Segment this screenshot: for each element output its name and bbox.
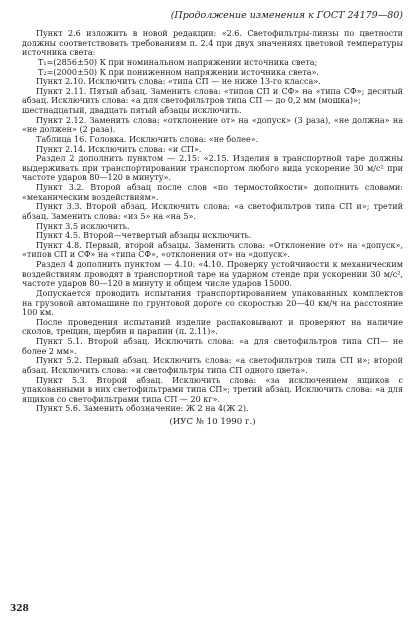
paragraph: Пункт 2.12. Заменить слова: «отклонение от» на «допуск» (3 раза), «не должна» на «не должен» (2 раза). xyxy=(22,115,403,135)
paragraph: Таблица 16. Головка. Исключить слова: «не более». xyxy=(36,134,259,144)
paragraph: Раздел 2 дополнить пунктом — 2.15: «2.15. Изделия в транспортной таре должны выдерживать при транспортировании транспортом любого вида ускорение 30 м/с² при частоте ударов 80—120 в минуту». xyxy=(22,154,403,183)
paragraph: Пункт 5.2. Первый абзац. Исключить слова: «а светофильтров типа СП и»; второй абзац. Исключить слова: «и светофильтры типа СП одного цвета». xyxy=(22,356,403,375)
paragraph: Пункт 5.3. Второй абзац. Исключить слова: «за исключением ящиков с упакованными в них светофильтрами типа СП»; третий абзац. Исключить слова: «а для ящиков со светофильтрами типа СП — 20 кг». xyxy=(22,375,403,404)
footer-note: (ИУС № 10 1990 г.) xyxy=(169,417,256,427)
paragraph: Пункт 2.6 изложить в новой редакции: «2.6. Светофильтры-линзы по цветности должны соответствовать требованиям п. 2.4 при двух значениях цветовой температуры источника света: xyxy=(22,29,403,58)
paragraph: Пункт 3.2. Второй абзац после слов «по термостойкости» дополнить словами: «механическим воздействиям». xyxy=(22,183,403,202)
paragraph: Допускается проводить испытания транспортированием упакованных комплектов на грузовой автомашине по грунтовой дороге со скоростью 20—40 км/ч на расстояние 100 км. xyxy=(22,288,403,318)
paragraph: шестнадцатый, двадцать пятый абзацы исключить. xyxy=(22,106,242,115)
paragraph: Пункт 2.10. Исключить слова: «типа СП — не ниже 13-го класса». xyxy=(36,77,321,87)
paragraph: Пункт 2.14. Исключить слова: «и СП». xyxy=(36,144,202,154)
page-number: 328 xyxy=(10,604,29,614)
paragraph: После проведения испытаний изделие распаковывают и проверяют на наличие сколов, трещин, щербин и царапин (п. 2.11)». xyxy=(22,317,403,337)
paragraph: Пункт 5.1. Второй абзац. Исключить слова: «а для светофильтров типа СП— не более 2 мм». xyxy=(22,337,403,356)
paragraph: Пункт 2.11. Пятый абзац. Заменить слова: «типов СП и СФ» на «типа СФ»; десятый абзац. Исключить слова: «а для светофильтров типа СП — до 0,2 мм (мошка)»; xyxy=(22,86,403,106)
paragraph: Раздел 4 дополнить пунктом — 4.10: «4.10. Проверку устойчивости к механическим воздействиям проводят в транспортной таре на ударном стенде при ускорении 30 м/с², частоте ударов 80—120 в минуту и общем числе ударов 15000. xyxy=(22,260,403,289)
paragraph: Пункт 5.6. Заменить обозначение: Ж 2 на 4(Ж 2). xyxy=(36,404,249,414)
paragraph: Пункт 4.5. Второй—четвертый абзацы исключить. xyxy=(36,231,252,241)
page-header: (Продолжение изменения к ГОСТ 24179—80) xyxy=(170,10,403,21)
paragraph: Пункт 3.5 исключить. xyxy=(36,221,130,231)
document-body xyxy=(22,29,403,428)
paragraph: Пункт 4.8. Первый, второй абзацы. Заменить слова: «Отклонение от» на «допуск», «типов СП и СФ» на «типа СФ», «отклонения от» на «допуск». xyxy=(22,240,403,260)
paragraph: T₁=(2856±50) К при номинальном напряжении источника света; xyxy=(38,57,318,67)
paragraph: Пункт 3.3. Второй абзац. Исключить слова: «а светофильтров типа СП и»; третий абзац. Заменить слова: «из 5» на «на 5». xyxy=(22,202,403,221)
paragraph: T₂=(2000±50) К при пониженном напряжении источника света». xyxy=(38,67,320,77)
